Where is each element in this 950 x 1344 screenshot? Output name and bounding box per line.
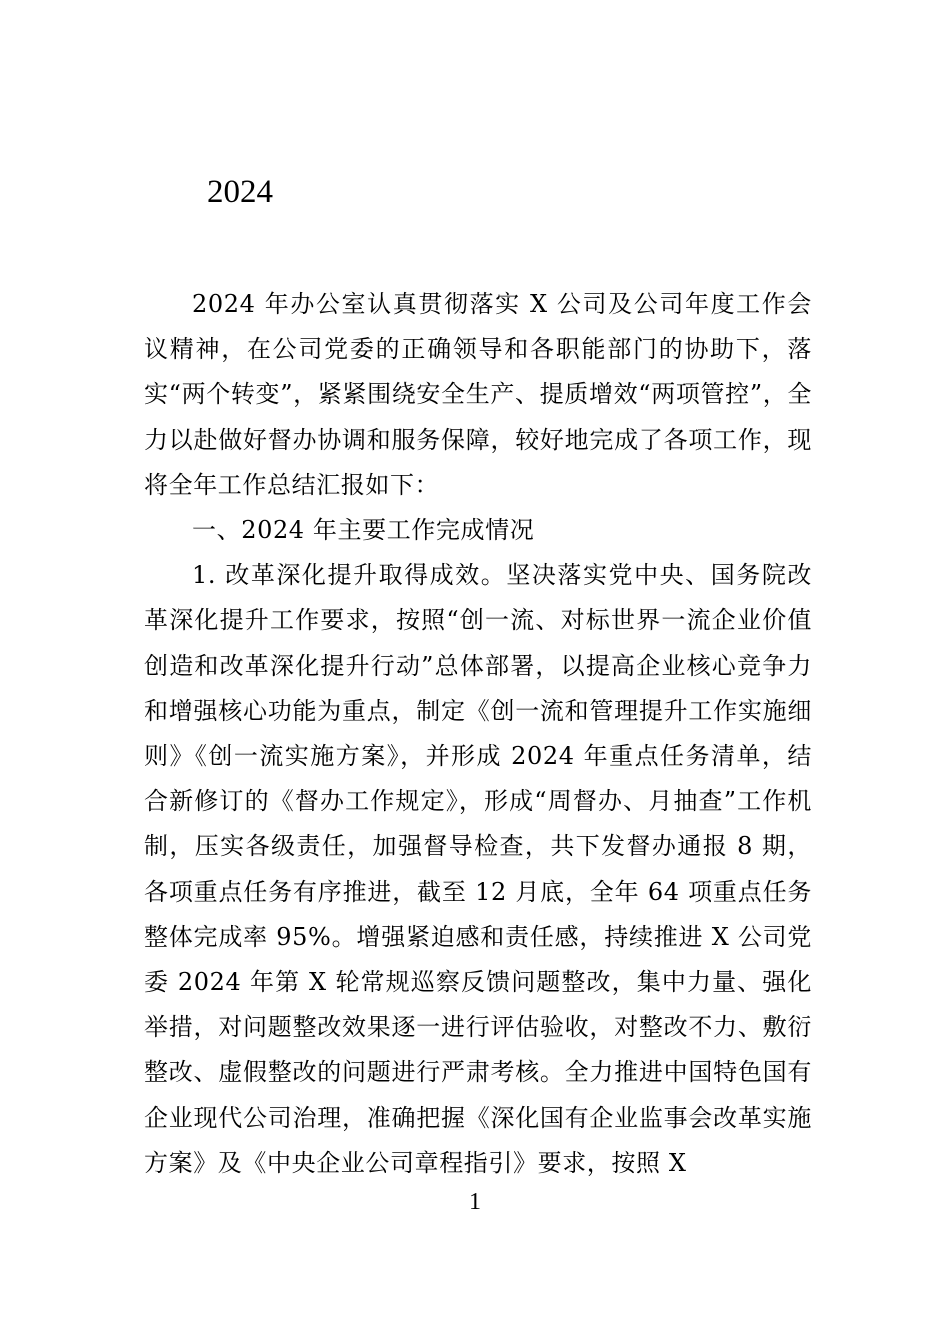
page-number: 1: [469, 1189, 481, 1215]
body-paragraph: 1. 改革深化提升取得成效。坚决落实党中央、国务院改革深化提升工作要求，按照“创一流、对标世界一流企业价值创造和改革深化提升行动”总体部署，以提高企业核心竞争力和增强核心功能为重点，制定《创一流和管理提升工作实施细则》《创一流实施方案》，并形成 2024 年重点任务清单，结合新修订的《督办工作规定》，形成“周督办、月抽查”工作机制，压实各级责任，加强督导检查，共下发督办通报 8 期，各项重点任务有序推进，截至 12 月底，全年 64 项重点任务整体完成率 95%。增强紧迫感和责任感，持续推进 X 公司党委 2024 年第 X 轮常规巡察反馈问题整改，集中力量、强化举措，对问题整改效果逐一进行评估验收，对整改不力、敷衍整改、虚假整改的问题进行严肃考核。全力推进中国特色国有企业现代公司治理，准确把握《深化国有企业监事会改革实施方案》及《中央企业公司章程指引》要求，按照 X: [144, 561, 812, 1177]
intro-paragraph: 2024 年办公室认真贯彻落实 X 公司及公司年度工作会议精神，在公司党委的正确领导和各职能部门的协助下，落实“两个转变”，紧紧围绕安全生产、提质增效“两项管控”，全力以赴做好督办协调和服务保障，较好地完成了各项工作，现将全年工作总结汇报如下：: [144, 290, 812, 499]
document-title: 2024: [207, 174, 273, 210]
section-heading: 一、2024 年主要工作完成情况: [192, 516, 535, 545]
document-body: [144, 282, 812, 1186]
